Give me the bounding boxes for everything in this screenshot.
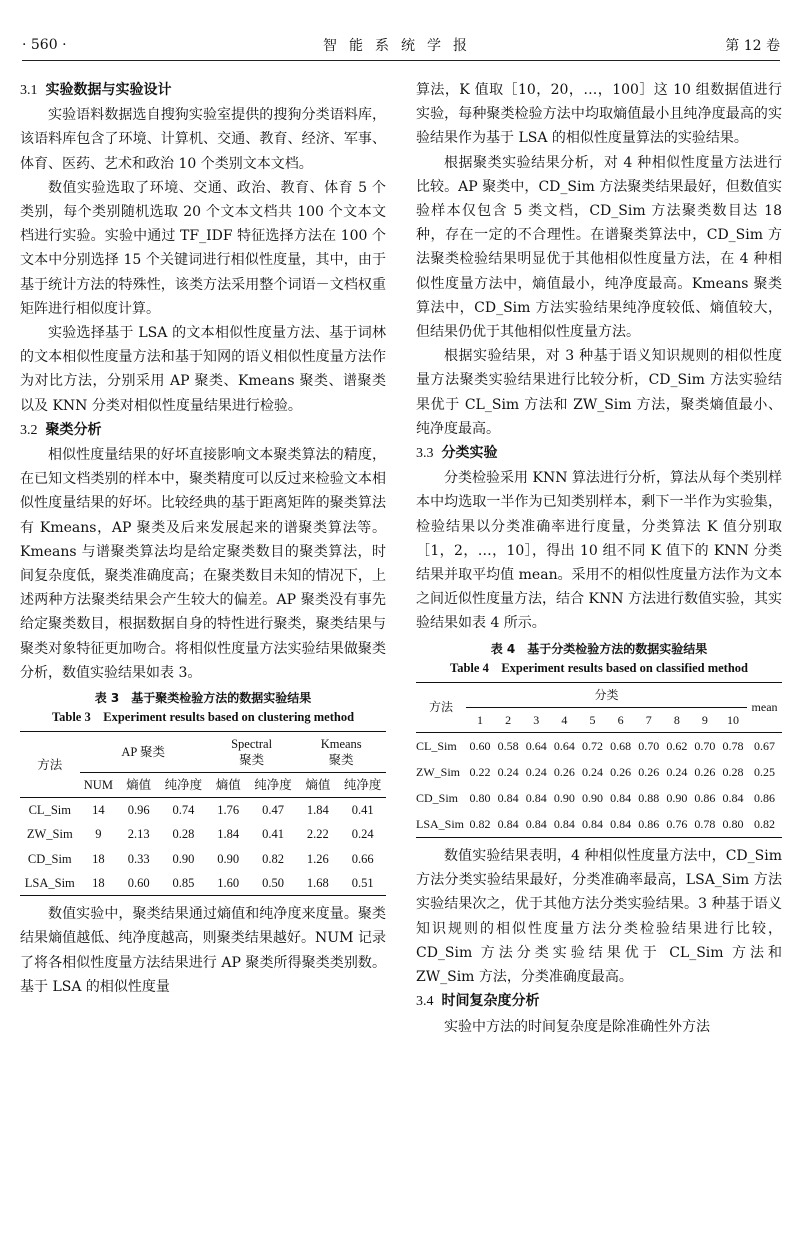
section-heading-3-1: 3.1 实验数据与实验设计 — [20, 82, 172, 98]
table-4-value-cell: 0.80 — [469, 790, 491, 805]
table-3-value-cell: 0.96 — [127, 803, 150, 818]
table-3-value-cell: 0.28 — [172, 827, 195, 842]
table-3-method-cell: LSA_Sim — [24, 875, 75, 890]
table-3-value-cell: 2.22 — [306, 827, 329, 842]
table-4-method-cell: CD_Sim — [416, 790, 459, 805]
table-4-value-cell: 0.80 — [722, 816, 744, 831]
table-4-value-cell: 0.28 — [722, 764, 744, 779]
right-column — [416, 78, 782, 1039]
table-4-value-cell: 0.82 — [754, 816, 776, 831]
table-3 — [20, 731, 386, 896]
table-4-value-cell: 0.84 — [525, 816, 547, 831]
paragraph: 实验中方法的时间复杂度是除准确性外方法 — [444, 1018, 710, 1035]
table-row — [416, 759, 782, 785]
table-4-method-cell: LSA_Sim — [416, 816, 465, 831]
table-3-value-cell: 0.41 — [351, 803, 374, 818]
paragraph: 数值实验结果表明，4 种相似性度量方法中，CD_Sim 方法分类实验结果最好，分类准确率最高，LSA_Sim 方法实验结果次之，优于其他方法分类实验结果。3 种基于语义知识规则的相似性度量方法分类检验结果进行比较，CD_Sim 方法分类实验结果优于 CL_Sim 方法和 ZW_Sim 方法，分类准确度最高。 — [416, 848, 782, 986]
table-4-value-cell: 0.24 — [525, 764, 547, 779]
table-4-k-header-cell: 5 — [578, 707, 606, 732]
table-3-subheader-cell: 熵值 — [296, 773, 339, 798]
table-4-caption-en: Table 4 Experiment results based on classified method — [450, 660, 748, 675]
table-3-method-cell: CL_Sim — [28, 803, 71, 818]
table-4-value-cell: 0.90 — [581, 790, 603, 805]
table-4-k-header-cell: 10 — [719, 707, 747, 732]
table-3-method-cell: CD_Sim — [27, 851, 72, 866]
table-4-value-cell: 0.64 — [525, 738, 547, 753]
table-3-value-cell: 1.76 — [217, 803, 240, 818]
paragraph: 相似性度量结果的好坏直接影响文本聚类算法的精度，在已知文档类别的样本中，聚类精度可以反过来检验文本相似性度量结果的好坏。比较经典的基于距离矩阵的聚类算法有 Kmeans，AP 聚类及后来发展起来的谱聚类算法等。Kmeans 与谱聚类算法均是给定聚类数目的聚类算法，时间复杂度低，聚类准确度高；在聚类数目未知的情况下，上述两种方法聚类结果会产生较大的偏差。AP 聚类没有事先给定聚类数目，根据数据自身的特性进行聚类，聚类结果与聚类对象特征更加吻合。将相似性度量方法实验结果做聚类分析，数值实验结果如表 3。 — [20, 447, 386, 681]
table-3-value-cell: 0.47 — [262, 803, 284, 818]
page-number: · 560 · — [22, 37, 67, 53]
table-row — [416, 785, 782, 811]
paragraph: 数值实验选取了环境、交通、政治、教育、体育 5 个类别，每个类别随机选取 20 个文本文档共 100 个文本文档进行实验。实验中通过 TF_IDF 特征选择方法在 100 个文本中分别选择 15 个关键词进行相似性度量，其中，由于基于统计方法的特殊性，该类方法采用整个词语－文档权重矩阵进行相似度计算。 — [20, 179, 386, 317]
table-3-caption-en: Table 3 Experiment results based on clustering method — [51, 710, 355, 725]
table-3-value-cell: 14 — [92, 803, 105, 818]
table-4-value-cell: 0.86 — [694, 790, 716, 805]
table-3-subheader-cell: 熵值 — [117, 773, 160, 798]
table-4-value-cell: 0.76 — [666, 816, 688, 831]
table-4-value-cell: 0.86 — [638, 816, 660, 831]
table-row — [20, 798, 386, 823]
table-4-value-cell: 0.72 — [581, 738, 603, 753]
table-4-value-cell: 0.78 — [694, 816, 716, 831]
table-4-value-cell: 0.26 — [638, 764, 660, 779]
journal-name: 智能系统学报 — [323, 38, 479, 54]
table-4-value-cell: 0.84 — [525, 790, 547, 805]
table-4-value-cell: 0.68 — [610, 738, 632, 753]
table-4-k-header-cell: 9 — [691, 707, 719, 732]
table-3-value-cell: 0.82 — [262, 851, 284, 866]
table-3-method-header: 方法 — [20, 732, 80, 798]
section-heading-3-3: 3.3 分类实验 — [416, 445, 498, 462]
table-4-value-cell: 0.90 — [553, 790, 575, 805]
section-heading-3-4: 3.4 时间复杂度分析 — [416, 993, 540, 1010]
table-4-k-header-cell: 4 — [550, 707, 578, 732]
paragraph: 实验选择基于 LSA 的文本相似性度量方法、基于词林的文本相似性度量方法和基于知网的语义相似性度量方法作为对比方法，分别采用 AP 聚类、Kmeans 聚类、谱聚类以及 KNN 分类对相似性度量结果进行检验。 — [20, 325, 386, 414]
table-4-value-cell: 0.64 — [553, 738, 575, 753]
table-3-value-cell: 0.74 — [172, 803, 195, 818]
table-4 — [416, 682, 782, 838]
table-4-value-cell: 0.24 — [497, 764, 519, 779]
paragraph: 实验语料数据选自搜狗实验室提供的搜狗分类语料库，该语料库包含了环境、计算机、交通、教育、经济、军事、体育、医药、艺术和政治 10 个类别文本文档。 — [20, 107, 386, 172]
table-4-method-header: 方法 — [416, 682, 466, 732]
left-column — [20, 78, 386, 999]
table-row — [20, 871, 386, 896]
table-3-value-cell: 0.24 — [351, 827, 374, 842]
section-heading-3-2: 3.2 聚类分析 — [20, 421, 102, 438]
table-3-value-cell: 0.50 — [262, 875, 284, 890]
table-4-value-cell: 0.25 — [754, 764, 776, 779]
table-3-value-cell: 1.84 — [217, 827, 240, 842]
table-3-caption-cn: 表 3 基于聚类检验方法的数据实验结果 — [94, 691, 312, 706]
table-3-value-cell: 0.33 — [127, 851, 150, 866]
table-4-value-cell: 0.62 — [666, 738, 688, 753]
table-3-value-cell: 1.84 — [306, 803, 329, 818]
table-4-value-cell: 0.84 — [497, 816, 519, 831]
table-4-value-cell: 0.82 — [469, 816, 491, 831]
table-3-value-cell: 9 — [95, 827, 102, 842]
table-4-group-classify: 分类 — [466, 682, 747, 707]
table-3-subheader-cell: 纯净度 — [339, 773, 386, 798]
table-3-value-cell: 0.41 — [262, 827, 284, 842]
table-4-k-header-cell: 3 — [522, 707, 550, 732]
table-4-k-header-cell: 8 — [663, 707, 691, 732]
table-4-value-cell: 0.88 — [638, 790, 660, 805]
table-4-value-cell: 0.26 — [553, 764, 575, 779]
table-3-group-ap: AP 聚类 — [80, 732, 207, 773]
table-row — [416, 733, 782, 760]
table-3-value-cell: 0.90 — [172, 851, 195, 866]
table-3-group-spectral: Spectral 聚类 — [207, 732, 297, 773]
table-4-value-cell: 0.67 — [754, 738, 776, 753]
table-4-value-cell: 0.70 — [694, 738, 716, 753]
table-4-value-cell: 0.84 — [722, 790, 744, 805]
table-4-value-cell: 0.24 — [666, 764, 688, 779]
table-4-value-cell: 0.84 — [581, 816, 603, 831]
table-4-mean-header: mean — [747, 682, 782, 732]
table-4-method-cell: CL_Sim — [416, 738, 457, 753]
table-4-subheader-row — [416, 707, 782, 732]
table-row — [20, 822, 386, 846]
table-4-value-cell: 0.70 — [638, 738, 660, 753]
table-row — [20, 847, 386, 871]
table-3-value-cell: 0.66 — [351, 851, 374, 866]
table-3-group-kmeans: Kmeans 聚类 — [296, 732, 386, 773]
paragraph: 算法，K 值取［10，20，…，100］这 10 组数据值进行实验，每种聚类检验方法中均取熵值最小且纯净度最高的实验结果作为基于 LSA 的相似性度量算法的实验结果。 — [416, 82, 782, 147]
table-4-method-cell: ZW_Sim — [416, 764, 460, 779]
table-3-subheader-cell: 纯净度 — [250, 773, 297, 798]
table-4-value-cell: 0.24 — [581, 764, 603, 779]
table-4-k-header-cell: 7 — [635, 707, 663, 732]
table-3-value-cell: 2.13 — [127, 827, 150, 842]
table-4-value-cell: 0.86 — [754, 790, 776, 805]
table-row — [416, 811, 782, 838]
table-4-value-cell: 0.78 — [722, 738, 744, 753]
table-4-value-cell: 0.84 — [497, 790, 519, 805]
table-4-value-cell: 0.22 — [469, 764, 491, 779]
table-4-value-cell: 0.26 — [610, 764, 632, 779]
paragraph: 分类检验采用 KNN 算法进行分析，算法从每个类别样本中均选取一半作为已知类别样本，剩下一半作为实验集，检验结果以分类准确率进行度量，分类算法 K 值分别取［1，2，…，10］，得出 10 组不同 K 值下的 KNN 分类结果并取平均值 mean。采用不的相似性度量方法作为文本之间近似性度量方法，结合 KNN 方法进行数值实验，其实验结果如表 4 所示。 — [416, 470, 782, 632]
table-3-value-cell: 0.85 — [172, 875, 195, 890]
table-3-subheader-cell: 熵值 — [207, 773, 250, 798]
volume-label: 第 12 卷 — [725, 38, 780, 54]
table-4-value-cell: 0.90 — [666, 790, 688, 805]
table-4-k-header-cell: 1 — [466, 707, 494, 732]
table-3-value-cell: 0.90 — [217, 851, 240, 866]
table-4-value-cell: 0.84 — [553, 816, 575, 831]
table-4-value-cell: 0.58 — [497, 738, 519, 753]
table-4-value-cell: 0.84 — [610, 816, 632, 831]
table-3-value-cell: 1.26 — [306, 851, 329, 866]
paragraph: 根据实验结果，对 3 种基于语义知识规则的相似性度量方法聚类实验结果进行比较分析，CD_Sim 方法实验结果优于 CL_Sim 方法和 ZW_Sim 方法，聚类熵值最小、纯净度最高。 — [416, 348, 782, 437]
running-header — [22, 34, 780, 61]
table-4-k-header-cell: 2 — [494, 707, 522, 732]
table-3-body — [20, 798, 386, 896]
table-3-value-cell: 1.60 — [217, 875, 240, 890]
table-3-value-cell: 0.51 — [351, 875, 374, 890]
table-3-subheader-cell: NUM — [80, 773, 118, 798]
table-4-value-cell: 0.26 — [694, 764, 716, 779]
table-3-value-cell: 0.60 — [127, 875, 150, 890]
table-4-caption-cn: 表 4 基于分类检验方法的数据实验结果 — [490, 641, 708, 656]
table-4-value-cell: 0.60 — [469, 738, 491, 753]
table-4-k-header-cell: 6 — [607, 707, 635, 732]
paragraph: 数值实验中，聚类结果通过熵值和纯净度来度量。聚类结果熵值越低、纯净度越高，则聚类结果越好。NUM 记录了将各相似性度量方法结果进行 AP 聚类所得聚类类别数。基于 LSA 的相似性度量 — [20, 906, 386, 995]
table-3-value-cell: 1.68 — [306, 875, 329, 890]
table-3-value-cell: 18 — [92, 851, 105, 866]
table-3-value-cell: 18 — [92, 875, 105, 890]
table-4-value-cell: 0.84 — [610, 790, 632, 805]
table-3-subheader-cell: 纯净度 — [160, 773, 207, 798]
table-4-body — [416, 733, 782, 838]
table-3-method-cell: ZW_Sim — [26, 827, 73, 842]
paragraph: 根据聚类实验结果分析，对 4 种相似性度量方法进行比较。AP 聚类中，CD_Sim 方法聚类结果最好，但数值实验样本仅包含 5 类文档，CD_Sim 方法聚类数目达 18 种，存在一定的不合理性。在谱聚类算法中，CD_Sim 方法聚类检验结果明显优于其他相似性度量方法，在 4 种相似性度量方法中，熵值最小，纯净度最高。Kmeans 聚类算法中，CD_Sim 方法实验结果纯净度较低、熵值较大，但结果仍优于其他相似性度量方法。 — [416, 154, 782, 341]
